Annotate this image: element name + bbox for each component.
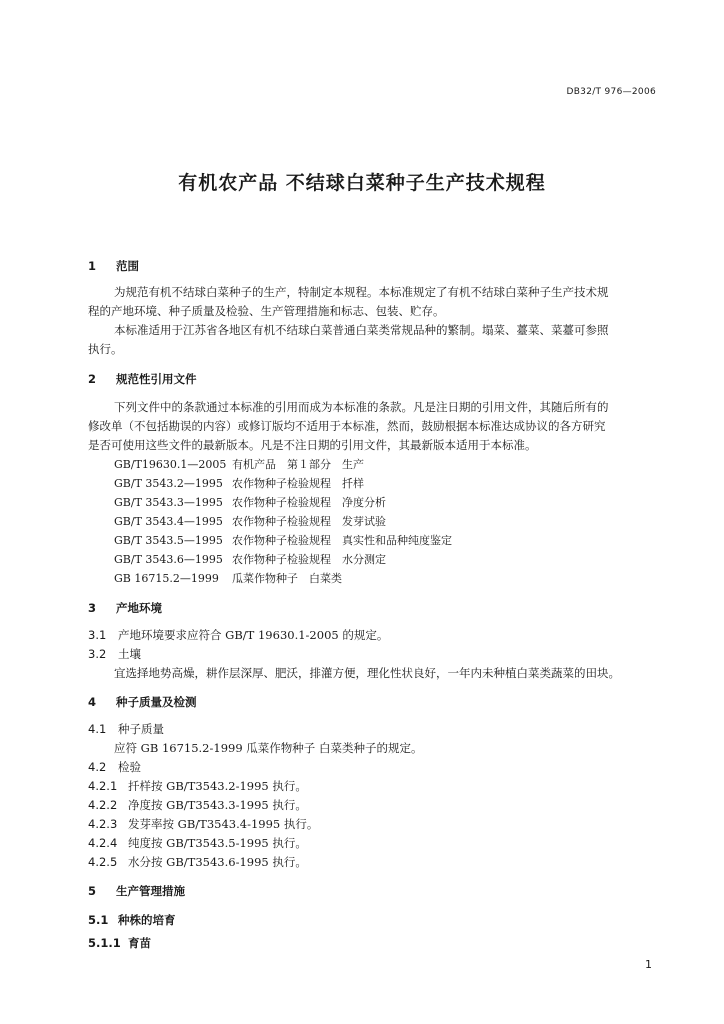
section-title: 规范性引用文件 — [116, 372, 197, 386]
section-1-heading — [88, 258, 139, 274]
section-number: 2 — [88, 372, 97, 386]
paragraph: 程的产地环境、种子质量及检验、生产管理措施和标志、包装、贮存。 — [88, 304, 445, 318]
section-number: 1 — [88, 259, 97, 273]
section-title: 生产管理措施 — [116, 884, 185, 898]
document-title: 有机农产品 不结球白菜种子生产技术规程 — [178, 172, 546, 194]
subsection-item: 4.2.5 水分按 GB/T3543.6-1995 执行。 — [88, 855, 307, 869]
subsection-4-2: 4.2 检验 — [88, 760, 141, 774]
section-2-heading — [88, 371, 197, 387]
section-4-heading — [88, 694, 197, 710]
reference-item: GB 16715.2—1999 瓜菜作物种子 白菜类 — [114, 572, 342, 585]
section-title: 种子质量及检测 — [116, 695, 197, 709]
subsection-item: 4.2.3 发芽率按 GB/T3543.4-1995 执行。 — [88, 817, 319, 831]
paragraph: 执行。 — [88, 342, 123, 356]
paragraph: 是否可使用这些文件的最新版本。凡是不注日期的引用文件，其最新版本适用于本标准。 — [88, 438, 537, 452]
subsection-5-1: 5.1 种株的培育 — [88, 913, 176, 927]
paragraph: 下列文件中的条款通过本标准的引用而成为本标准的条款。凡是注日期的引用文件，其随后所有的 — [114, 400, 609, 414]
section-5-heading — [88, 883, 185, 899]
paragraph: 修改单（不包括勘误的内容）或修订版均不适用于本标准，然而，鼓励根据本标准达成协议的各方研究 — [88, 419, 606, 433]
section-3-heading — [88, 600, 162, 616]
reference-item: GB/T 3543.5—1995 农作物种子检验规程 真实性和品种纯度鉴定 — [114, 534, 452, 547]
page-number: 1 — [645, 958, 652, 971]
paragraph: 为规范有机不结球白菜种子的生产，特制定本规程。本标准规定了有机不结球白菜种子生产技术规 — [114, 285, 609, 299]
reference-item: GB/T 3543.2—1995 农作物种子检验规程 扦样 — [114, 477, 364, 490]
paragraph: 应符 GB 16715.2-1999 瓜菜作物种子 白菜类种子的规定。 — [114, 741, 423, 755]
section-title: 产地环境 — [116, 601, 162, 615]
section-number: 3 — [88, 601, 97, 615]
section-number: 5 — [88, 884, 97, 898]
section-number: 4 — [88, 695, 97, 709]
section-title: 范围 — [116, 259, 139, 273]
reference-item: GB/T 3543.3—1995 农作物种子检验规程 净度分析 — [114, 496, 386, 509]
reference-item: GB/T19630.1—2005 有机产品 第１部分 生产 — [114, 458, 364, 471]
subsection-item: 4.2.4 纯度按 GB/T3543.5-1995 执行。 — [88, 836, 307, 850]
subsection-5-1-1: 5.1.1 育苗 — [88, 936, 151, 950]
subsection-item: 4.2.2 净度按 GB/T3543.3-1995 执行。 — [88, 798, 307, 812]
reference-item: GB/T 3543.6—1995 农作物种子检验规程 水分测定 — [114, 553, 386, 566]
paragraph: 宜选择地势高燥，耕作层深厚、肥沃，排灌方便，理化性状良好，一年内未种植白菜类蔬菜的田块。 — [114, 666, 620, 680]
subsection-4-1: 4.1 种子质量 — [88, 722, 164, 736]
paragraph: 本标准适用于江苏省各地区有机不结球白菜普通白菜类常规品种的繁制。塌菜、薹菜、菜薹可参照 — [114, 323, 609, 337]
subsection-3-1: 3.1 产地环境要求应符合 GB/T 19630.1-2005 的规定。 — [88, 628, 389, 642]
document-code: DB32/T 976—2006 — [566, 87, 656, 97]
subsection-item: 4.2.1 扦样按 GB/T3543.2-1995 执行。 — [88, 779, 307, 793]
reference-item: GB/T 3543.4—1995 农作物种子检验规程 发芽试验 — [114, 515, 386, 528]
subsection-3-2: 3.2 土壤 — [88, 647, 141, 661]
